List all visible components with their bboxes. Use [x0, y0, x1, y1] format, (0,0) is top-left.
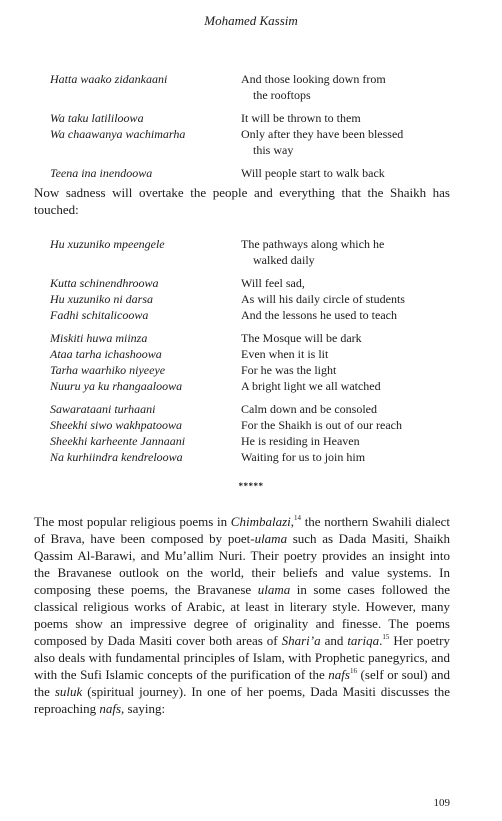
stanza: [50, 401, 470, 465]
english-translation: [241, 401, 470, 417]
english-translation: [241, 126, 470, 158]
translation-line: The pathways along which he: [241, 237, 385, 251]
swahili-verse: Na kurhiindra kendreloowa: [50, 450, 183, 464]
translation-continuation: this way: [253, 143, 294, 157]
main-paragraph-text: The most popular religious poems in Chimbalazi,$^{14}$ the northern Swahili dialect of Brava, have been composed by poet-ulama such as Dada Masiti, Shaikh Qassim Al-Barawi, and Mu’allim Nuri. Their poetry provides an insight into the Bravanese outlook on the world, their beliefs and value systems. In composing these poems, the Bravanese ulama in some cases followed the classical religious works of Arabic, at least in literary style. However, many poems show an impressive degree of originality and finesse. The poems composed by Dada Masiti cover both areas of Shari’a and tariqa.$^{15}$ Her poetry also deals with fundamental principles of Islam, with Prophetic panegyrics, and with the Sufi Islamic concepts of the purification of the nafs$^{16}$ (self or soul) and the suluk (spiritual journey). In one of her poems, Dada Masiti discusses the reproaching nafs, saying:: [34, 514, 451, 716]
main-paragraph: [34, 513, 450, 717]
translation-line: And the lessons he used to teach: [241, 308, 397, 322]
english-translation: [241, 417, 470, 433]
verse-line: [50, 346, 470, 362]
translation-continuation: walked daily: [253, 253, 315, 267]
english-translation: [241, 433, 470, 449]
verse-line: [50, 291, 470, 307]
verse-line: [50, 275, 470, 291]
term-nafs: nafs: [99, 701, 122, 716]
english-translation: [241, 165, 470, 181]
poem-block-1: [50, 71, 470, 188]
stanza: [50, 275, 470, 323]
footnote-ref-16[interactable]: 16: [349, 667, 357, 675]
swahili-verse: Sheekhi siwo wakhpatoowa: [50, 418, 182, 432]
translation-line: Waiting for us to join him: [241, 450, 366, 464]
term-sharia: Shari’a: [281, 633, 321, 648]
verse-line: [50, 433, 470, 449]
english-translation: [241, 307, 470, 323]
verse-line: [50, 165, 470, 181]
stanza: [50, 71, 470, 103]
translation-line: Calm down and be consoled: [241, 402, 377, 416]
para-text: in some cases followed the classical religious works of Arabic, at least in literary style. However, many poems show an impressive degree of originality and finesse. The poems composed by Dada Masiti cover both areas of: [34, 582, 450, 648]
term-nafs: nafs: [328, 667, 350, 682]
footnote-ref-15[interactable]: 15: [382, 633, 390, 641]
swahili-verse: Hu xuzuniko ni darsa: [50, 292, 153, 306]
verse-line: [50, 378, 470, 394]
verse-line: [50, 417, 470, 433]
stanza: [50, 110, 470, 158]
verse-line: [50, 307, 470, 323]
english-translation: [241, 291, 470, 307]
verse-line: [50, 236, 470, 268]
para-text: Her poetry also deals with fundamental principles of Islam, with Prophetic panegyrics, and with the Sufi Islamic concepts of the purification of the: [34, 633, 450, 682]
verse-line: [50, 401, 470, 417]
para-text: such as Dada Masiti, Shaikh Qassim Al-Barawi, and Mu’allim Nuri. Their poetry provides an insight into the Bravanese outlook on the world, their beliefs and value systems. In composing these poems, the Bravanese: [34, 531, 451, 597]
verse-line: [50, 330, 470, 346]
swahili-verse: Wa chaawanya wachimarha: [50, 127, 186, 141]
verse-line: [50, 126, 470, 158]
stanza: [50, 236, 470, 268]
para-text: and: [320, 633, 348, 648]
english-translation: [241, 330, 470, 346]
para-text: (spiritual journey). In one of her poems, Dada Masiti discusses the reproaching: [34, 684, 450, 716]
translation-line: As will his daily circle of students: [241, 292, 405, 306]
swahili-verse: Tarha waarhiko niyeeye: [50, 363, 166, 377]
term-tariqa: tariqa: [347, 633, 380, 648]
swahili-verse: Hu xuzuniko mpeengele: [50, 237, 165, 251]
stanza: [50, 330, 470, 394]
footnote-ref-14[interactable]: 14: [294, 514, 302, 522]
verse-line: [50, 362, 470, 378]
english-translation: [241, 275, 470, 291]
verse-line: [50, 110, 470, 126]
english-translation: [241, 346, 470, 362]
intro-text: Now sadness will overtake the people and everything that the Shaikh has touched:: [34, 185, 450, 217]
translation-line: For he was the light: [241, 363, 337, 377]
translation-continuation: the rooftops: [253, 88, 311, 102]
para-text: The most popular religious poems in: [34, 514, 231, 529]
swahili-verse: Sawarataani turhaani: [50, 402, 156, 416]
page-number: 109: [433, 797, 450, 809]
swahili-verse: Miskiti huwa miinza: [50, 331, 148, 345]
translation-line: Even when it is lit: [241, 347, 329, 361]
swahili-verse: Sheekhi karheente Jannaani: [50, 434, 186, 448]
swahili-verse: Kutta schinendhroowa: [50, 276, 159, 290]
swahili-verse: Fadhi schitalicoowa: [50, 308, 149, 322]
swahili-verse: Nuuru ya ku rhangaaloowa: [50, 379, 183, 393]
term-suluk: suluk: [54, 684, 83, 699]
english-translation: [241, 378, 470, 394]
intro-paragraph: [34, 184, 450, 218]
english-translation: [241, 110, 470, 126]
english-translation: [241, 236, 470, 268]
para-text: (self or soul) and the: [34, 667, 450, 699]
english-translation: [241, 449, 470, 465]
term-chimbalazi: Chimbalazi: [230, 514, 291, 529]
translation-line: Only after they have been blessed: [241, 127, 404, 141]
section-separator: *****: [238, 481, 264, 491]
verse-line: [50, 449, 470, 465]
para-text: , saying:: [121, 701, 166, 716]
swahili-verse: Hatta waako zidankaani: [50, 72, 168, 86]
term-ulama: ulama: [254, 531, 288, 546]
poem-block-2: [50, 236, 470, 472]
swahili-verse: Teena ina inendoowa: [50, 166, 153, 180]
translation-line: It will be thrown to them: [241, 111, 361, 125]
running-header: Mohamed Kassim: [204, 13, 298, 28]
translation-line: For the Shaikh is out of our reach: [241, 418, 402, 432]
translation-line: Will feel sad,: [241, 276, 305, 290]
translation-line: Will people start to walk back: [241, 166, 385, 180]
verse-line: [50, 71, 470, 103]
stanza: [50, 165, 470, 181]
translation-line: He is residing in Heaven: [241, 434, 360, 448]
english-translation: [241, 71, 470, 103]
translation-line: The Mosque will be dark: [241, 331, 362, 345]
translation-line: And those looking down from: [241, 72, 386, 86]
para-text: the northern Swahili dialect of Brava, have been composed by poet-: [34, 514, 450, 546]
translation-line: A bright light we all watched: [241, 379, 381, 393]
swahili-verse: Wa taku latililoowa: [50, 111, 144, 125]
term-ulama: ulama: [257, 582, 291, 597]
swahili-verse: Ataa tarha ichashoowa: [50, 347, 162, 361]
english-translation: [241, 362, 470, 378]
